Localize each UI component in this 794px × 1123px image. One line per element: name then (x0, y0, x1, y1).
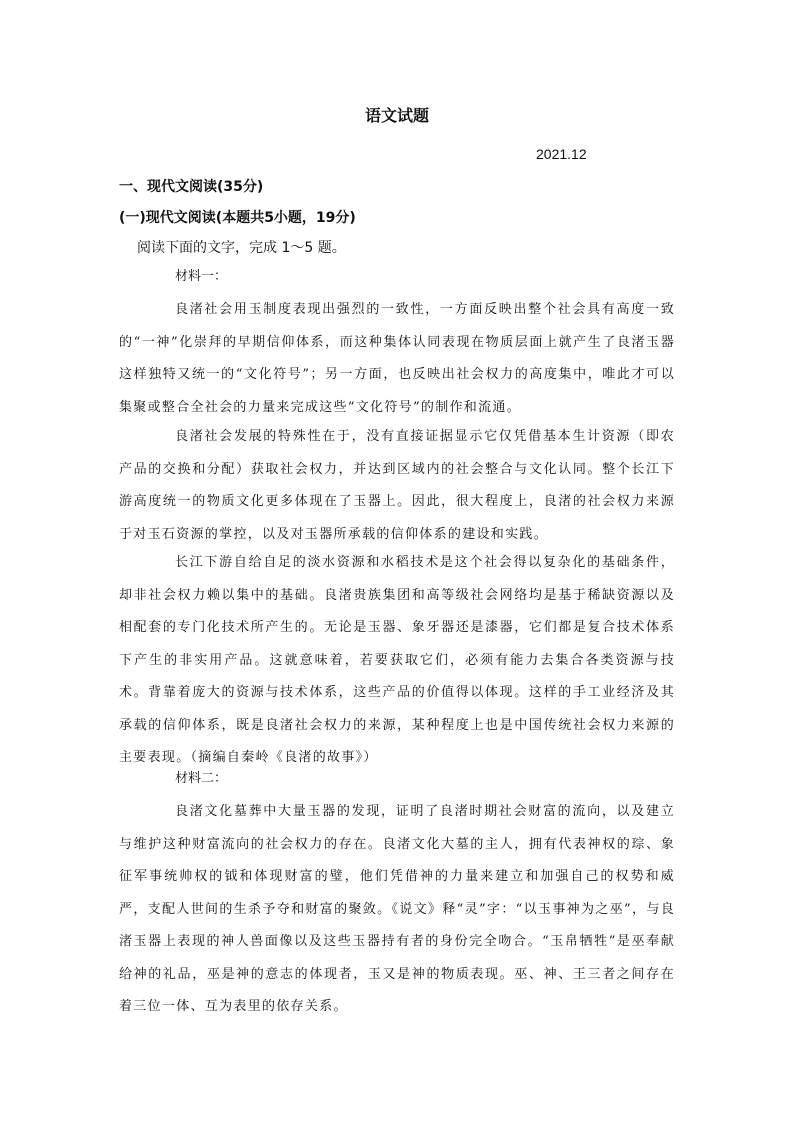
material-one-paragraph-1: 良渚社会用玉制度表现出强烈的一致性，一方面反映出整个社会具有高度一致的“一神”化崇拜的早期信仰体系，而这种集体认同表现在物质层面上就产生了良渚玉器这样独特又统一的“文化符号”；另一方面，也反映出社会权力的高度集中，唯此才可以集聚或整合全社会的力量来完成这些“文化符号”的制作和流通。 (119, 302, 675, 415)
material-one-label: 材料一： (175, 269, 228, 284)
exam-date: 2021.12 (536, 146, 587, 162)
material-two-paragraph-1: 良渚文化墓葬中大量玉器的发现，证明了良渚时期社会财富的流向，以及建立与维护这种财富流向的社会权力的存在。良渚文化大墓的主人，拥有代表神权的琮、象征军事统帅权的钺和体现财富的璧，他们凭借神的力量来建立和加强自己的权势和威严，支配人世间的生杀予夺和财富的聚敛。《说文》释“灵”字：“以玉事神为之巫”，与良渚玉器上表现的神人兽面像以及这些玉器持有者的身份完全吻合。“玉帛牺牲”是巫奉献给神的礼品，巫是神的意志的体现者，玉又是神的物质表现。巫、神、王三者之间存在着三位一体、互为表里的依存关系。 (119, 804, 675, 1014)
material-one-paragraph-3: 长江下游自给自足的淡水资源和水稻技术是这个社会得以复杂化的基础条件，却非社会权力赖以集中的基础。良渚贵族集团和高等级社会网络均是基于稀缺资源以及相配套的专门化技术所产生的。无论是玉器、象牙器还是漆器，它们都是复合技术体系下产生的非实用产品。这就意味着，若要获取它们，必须有能力去集合各类资源与技术。背靠着庞大的资源与技术体系，这些产品的价值得以体现。这样的手工业经济及其承载的信仰体系，既是良渚社会权力的来源，某种程度上也是中国传统社会权力来源的主要表现。（摘编自秦岭《良渚的故事》） (119, 555, 675, 765)
subsection-heading: (一)现代文阅读(本题共5小题，19分) (119, 210, 356, 226)
reading-instruction: 阅读下面的文字，完成 1～5 题。 (137, 240, 346, 256)
page-title: 语文试题 (364, 106, 429, 125)
material-two-label: 材料二： (175, 771, 228, 786)
material-one-paragraph-2: 良渚社会发展的特殊性在于，没有直接证据显示它仅凭借基本生计资源（即农产品的交换和分配）获取社会权力，并达到区域内的社会整合与文化认同。整个长江下游高度统一的物质文化更多体现在了玉器上。因此，很大程度上，良渚的社会权力来源于对玉石资源的掌控，以及对玉器所承载的信仰体系的建设和实践。 (119, 429, 675, 542)
section-heading: 一、现代文阅读(35分) (119, 179, 264, 195)
